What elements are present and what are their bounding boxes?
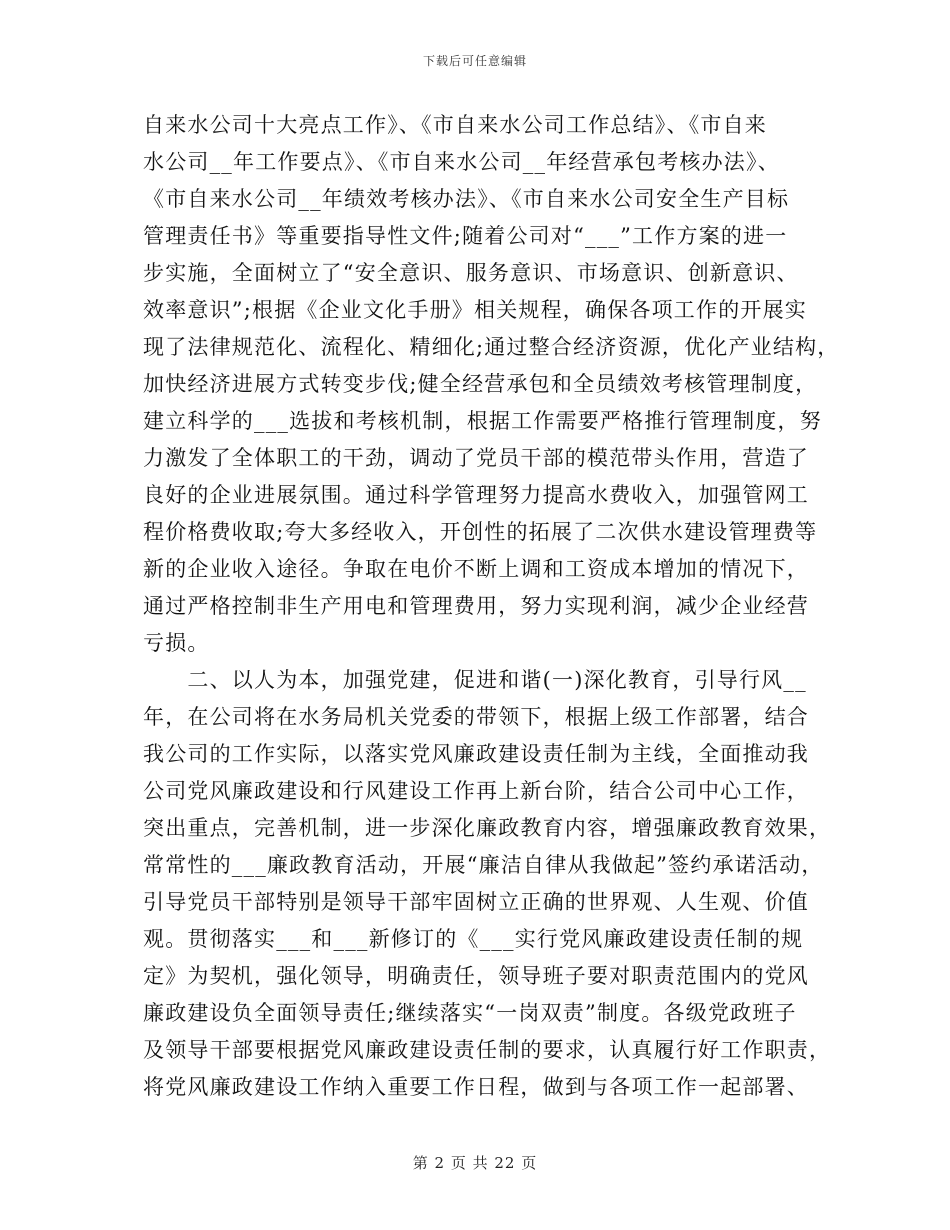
text-line: 建立科学的___选拔和考核机制，根据工作需要严格推行管理制度，努 [143,409,822,433]
text-line: 力激发了全体职工的干劲，调动了党员干部的模范带头作用，营造了 [143,446,809,470]
text-line: 定》为契机，强化领导，明确责任，领导班子要对职责范围内的党风 [143,964,809,988]
text-line: 廉政建设负全面领导责任;继续落实“一岗双责”制度。各级党政班子 [143,1001,797,1025]
text-line: 将党风廉政建设工作纳入重要工作日程，做到与各项工作一起部署、 [143,1075,809,1099]
text-line: 良好的企业进展氛围。通过科学管理努力提高水费收入，加强管网工 [143,483,809,507]
text-line: 水公司__年工作要点》、《市自来水公司__年经营承包考核办法》、 [143,150,780,174]
text-line: 通过严格控制非生产用电和管理费用，努力实现利润，减少企业经营 [143,594,809,618]
text-line: 引导党员干部特别是领导干部牢固树立正确的世界观、人生观、价值 [143,890,809,914]
text-line: 亏损。 [143,631,210,655]
text-line: 效率意识”;根据《企业文化手册》相关规程，确保各项工作的开展实 [143,298,808,322]
text-line: 现了法律规范化、流程化、精细化;通过整合经济资源，优化产业结构， [143,335,840,359]
text-line: 加快经济进展方式转变步伐;健全经营承包和全员绩效考核管理制度， [143,372,818,396]
text-line: 步实施，全面树立了“安全意识、服务意识、市场意识、创新意识、 [143,261,799,285]
text-line: 公司党风廉政建设和行风建设工作再上新台阶，结合公司中心工作， [143,779,809,803]
text-line: 管理责任书》等重要指导性文件;随着公司对“___”工作方案的进一 [143,224,788,248]
text-line: 《市自来水公司__年绩效考核办法》、《市自来水公司安全生产目标 [143,187,790,211]
text-line: 及领导干部要根据党风廉政建设责任制的要求，认真履行好工作职责， [143,1038,832,1062]
text-line: 常常性的___廉政教育活动，开展“廉洁自律从我做起”签约承诺活动， [143,853,824,877]
text-line: 我公司的工作实际，以落实党风廉政建设责任制为主线，全面推动我 [143,742,809,766]
text-line: 突出重点，完善机制，进一步深化廉政教育内容，增强廉政教育效果， [143,816,832,840]
section-heading-line: 二、以人为本，加强党建，促进和谐(一)深化教育，引导行风__ [143,668,807,692]
text-line: 程价格费收取;夸大多经收入，开创性的拓展了二次供水建设管理费等 [143,520,818,544]
page-number: 第 2 页 共 22 页 [412,1154,538,1172]
text-line: 自来水公司十大亮点工作》、《市自来水公司工作总结》、《市自来 [143,113,767,137]
text-line: 年，在公司将在水务局机关党委的带领下，根据上级工作部署，结合 [143,705,809,729]
text-line: 新的企业收入途径。争取在电价不断上调和工资成本增加的情况下， [143,557,809,581]
text-line: 观。贯彻落实___和___新修订的《___实行党风廉政建设责任制的规 [143,927,804,951]
page-header: 下载后可任意编辑 [422,54,527,68]
